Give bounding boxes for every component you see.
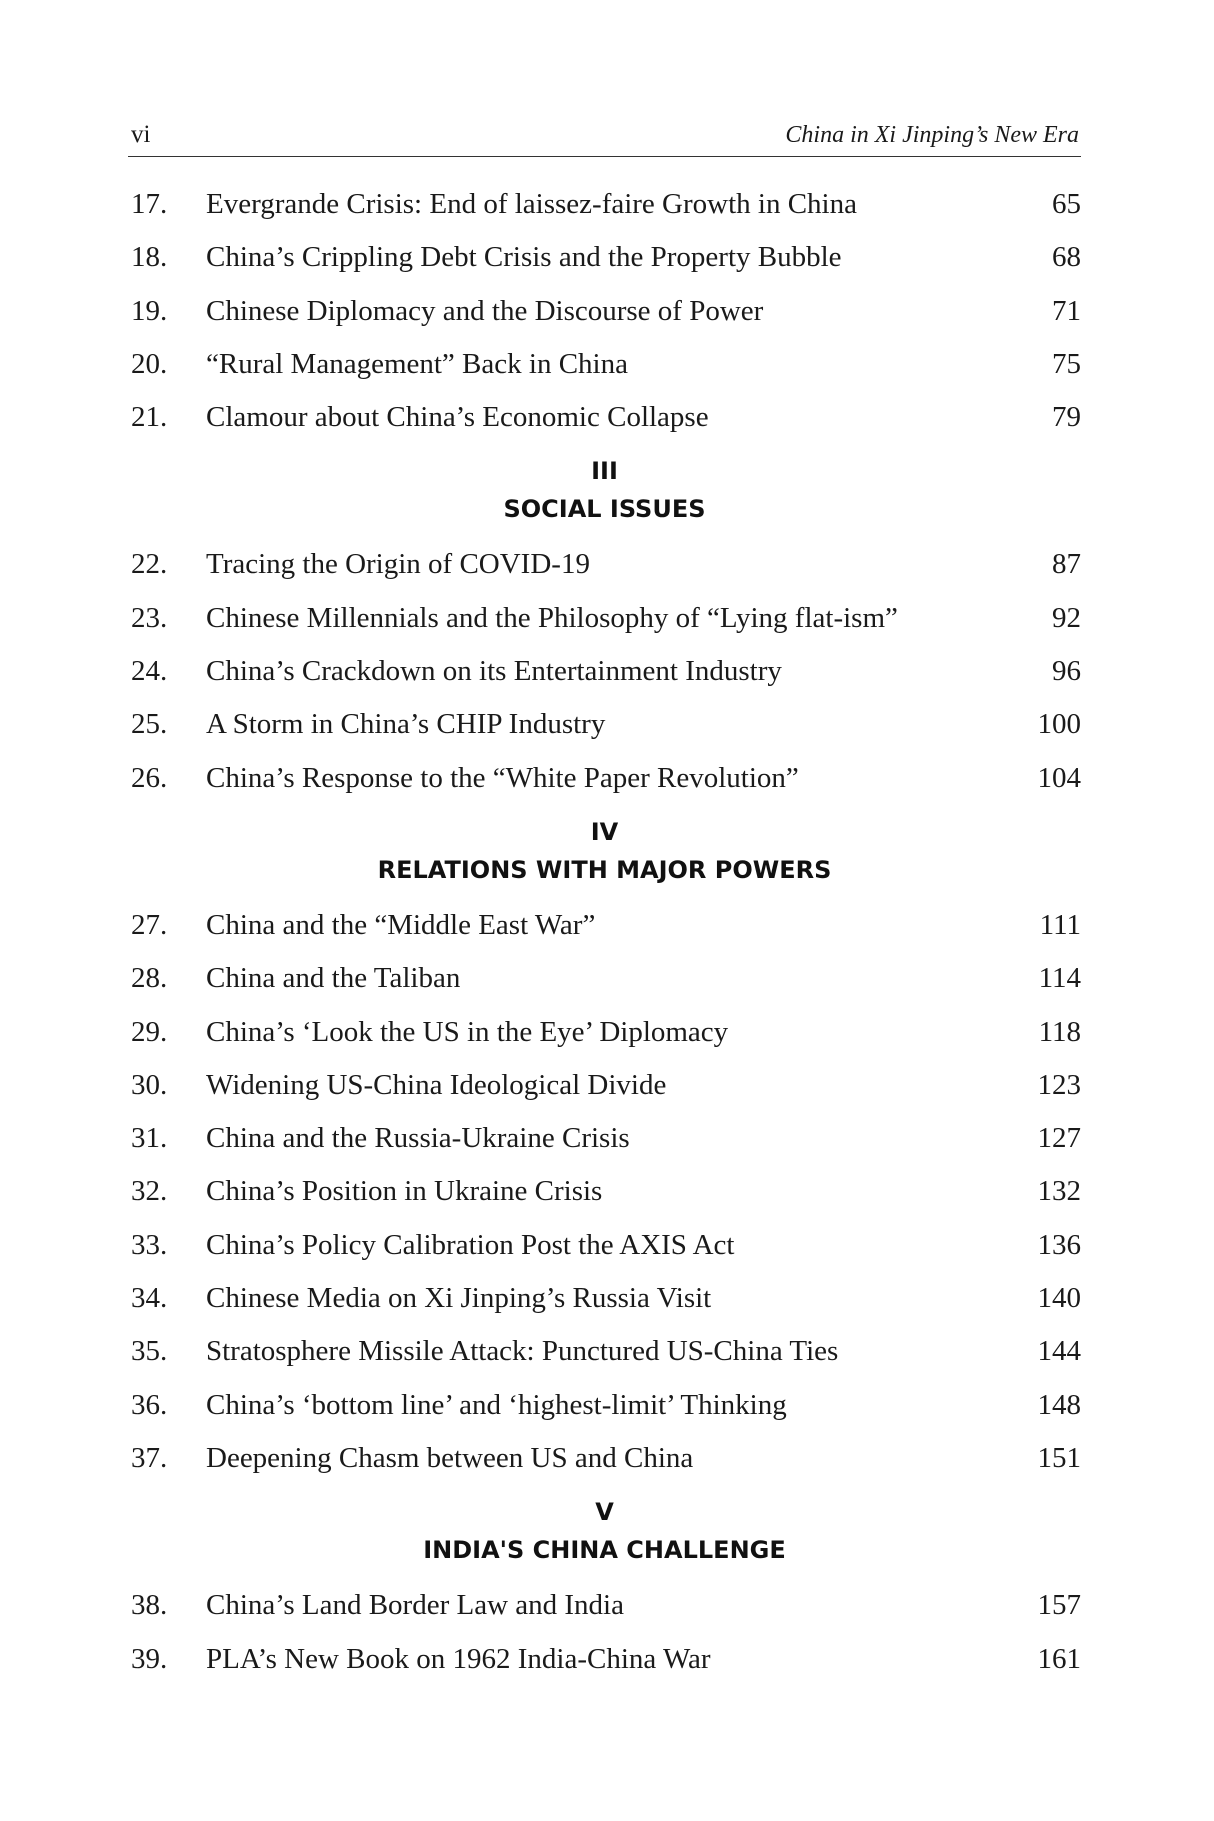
chapter-page: 151 — [1037, 1441, 1081, 1474]
toc-entry — [128, 1006, 1081, 1059]
chapter-number: 26. — [131, 761, 168, 794]
chapter-title: Deepening Chasm between US and China — [206, 1441, 694, 1474]
chapter-title: China’s Land Border Law and India — [206, 1589, 624, 1622]
chapter-title: “Rural Management” Back in China — [206, 347, 628, 380]
toc-entry — [128, 178, 1081, 231]
toc-entry — [128, 1272, 1081, 1325]
chapter-number: 22. — [131, 548, 168, 581]
chapter-number: 33. — [131, 1228, 168, 1261]
section-numeral: III — [591, 457, 618, 486]
chapter-page: 96 — [1052, 655, 1081, 688]
section-numeral: IV — [590, 817, 619, 846]
chapter-number: 29. — [131, 1015, 168, 1048]
chapter-title: China’s ‘Look the US in the Eye’ Diplomacy — [206, 1015, 729, 1048]
chapter-number: 28. — [131, 962, 168, 995]
chapter-title: Tracing the Origin of COVID-19 — [206, 548, 590, 581]
chapter-title: Evergrande Crisis: End of laissez-faire Growth in China — [206, 188, 857, 220]
chapter-page: 75 — [1052, 347, 1081, 380]
chapter-title: China’s Policy Calibration Post the AXIS Act — [206, 1228, 735, 1261]
chapter-title: China’s ‘bottom line’ and ‘highest-limit’ Thinking — [206, 1388, 787, 1421]
toc-entry — [128, 1219, 1081, 1272]
section-name: SOCIAL ISSUES — [503, 495, 706, 524]
toc-entry — [128, 1432, 1081, 1485]
chapter-title: China’s Crackdown on its Entertainment Industry — [206, 655, 782, 688]
section-numeral: V — [595, 1498, 614, 1527]
table-of-contents — [128, 178, 1081, 1686]
chapter-page: 92 — [1052, 601, 1081, 634]
toc-entry — [128, 1379, 1081, 1432]
toc-entry — [128, 1059, 1081, 1112]
toc-entry — [128, 285, 1081, 338]
chapter-page: 118 — [1038, 1015, 1081, 1048]
chapter-number: 25. — [131, 708, 168, 741]
chapter-page: 148 — [1037, 1388, 1081, 1421]
chapter-title: Clamour about China’s Economic Collapse — [206, 401, 709, 434]
chapter-page: 87 — [1052, 548, 1081, 581]
chapter-page: 132 — [1037, 1175, 1081, 1208]
toc-entry — [128, 592, 1081, 645]
chapter-page: 157 — [1037, 1589, 1081, 1622]
chapter-page: 79 — [1052, 401, 1081, 434]
chapter-page: 71 — [1052, 294, 1081, 327]
section-heading — [128, 444, 1081, 538]
section-name: INDIA'S CHINA CHALLENGE — [423, 1536, 786, 1565]
toc-entry — [128, 952, 1081, 1005]
toc-entry — [128, 752, 1081, 805]
chapter-title: Chinese Millennials and the Philosophy of “Lying flat-ism” — [206, 601, 898, 634]
chapter-page: 136 — [1037, 1228, 1081, 1261]
chapter-number: 19. — [131, 294, 168, 327]
chapter-number: 39. — [131, 1642, 168, 1675]
chapter-number: 37. — [131, 1441, 168, 1474]
book-title: China in Xi Jinping’s New Era — [785, 122, 1079, 148]
chapter-page: 123 — [1037, 1068, 1081, 1101]
chapter-page: 111 — [1039, 908, 1081, 941]
chapter-number: 18. — [131, 241, 168, 274]
toc-entry — [128, 538, 1081, 591]
toc-entry — [128, 1165, 1081, 1218]
section-heading — [128, 1485, 1081, 1579]
section-heading — [128, 805, 1081, 899]
chapter-title: Widening US-China Ideological Divide — [206, 1068, 667, 1101]
chapter-page: 127 — [1037, 1122, 1081, 1155]
toc-entry — [128, 645, 1081, 698]
toc-entry — [128, 391, 1081, 444]
chapter-number: 20. — [131, 347, 168, 380]
chapter-number: 32. — [131, 1175, 168, 1208]
chapter-title: China’s Position in Ukraine Crisis — [206, 1175, 603, 1208]
chapter-page: 144 — [1037, 1335, 1081, 1368]
chapter-title: China and the “Middle East War” — [206, 908, 596, 941]
chapter-number: 30. — [131, 1068, 168, 1101]
toc-entry — [128, 1633, 1081, 1686]
toc-entry — [128, 338, 1081, 391]
chapter-number: 24. — [131, 655, 168, 688]
toc-entry — [128, 231, 1081, 284]
chapter-page: 140 — [1037, 1282, 1081, 1315]
chapter-number: 31. — [131, 1122, 168, 1155]
chapter-number: 35. — [131, 1335, 168, 1368]
chapter-title: China and the Taliban — [206, 962, 461, 995]
chapter-title: Stratosphere Missile Attack: Punctured US-China Ties — [206, 1335, 839, 1368]
chapter-page: 104 — [1037, 761, 1081, 794]
chapter-page: 100 — [1037, 708, 1081, 741]
toc-entry — [128, 1112, 1081, 1165]
chapter-title: Chinese Media on Xi Jinping’s Russia Visit — [206, 1282, 712, 1315]
chapter-title: China’s Crippling Debt Crisis and the Property Bubble — [206, 241, 842, 274]
running-header — [128, 118, 1081, 157]
chapter-title: A Storm in China’s CHIP Industry — [206, 708, 606, 741]
chapter-title: China and the Russia-Ukraine Crisis — [206, 1122, 630, 1155]
toc-entry — [128, 1579, 1081, 1632]
chapter-page: 65 — [1052, 188, 1081, 220]
chapter-number: 36. — [131, 1388, 168, 1421]
toc-entry — [128, 698, 1081, 751]
toc-entry — [128, 1325, 1081, 1378]
toc-entry — [128, 899, 1081, 952]
chapter-number: 23. — [131, 601, 168, 634]
chapter-number: 34. — [131, 1282, 168, 1315]
page-number: vi — [131, 121, 151, 148]
chapter-page: 68 — [1052, 241, 1081, 274]
chapter-number: 38. — [131, 1589, 168, 1622]
chapter-page: 161 — [1037, 1642, 1081, 1675]
chapter-title: PLA’s New Book on 1962 India-China War — [206, 1642, 711, 1675]
chapter-number: 17. — [131, 188, 168, 220]
chapter-number: 27. — [131, 908, 168, 941]
chapter-title: China’s Response to the “White Paper Revolution” — [206, 761, 799, 794]
chapter-number: 21. — [131, 401, 168, 434]
section-name: RELATIONS WITH MAJOR POWERS — [377, 855, 832, 884]
chapter-title: Chinese Diplomacy and the Discourse of Power — [206, 294, 764, 327]
chapter-page: 114 — [1038, 962, 1081, 995]
